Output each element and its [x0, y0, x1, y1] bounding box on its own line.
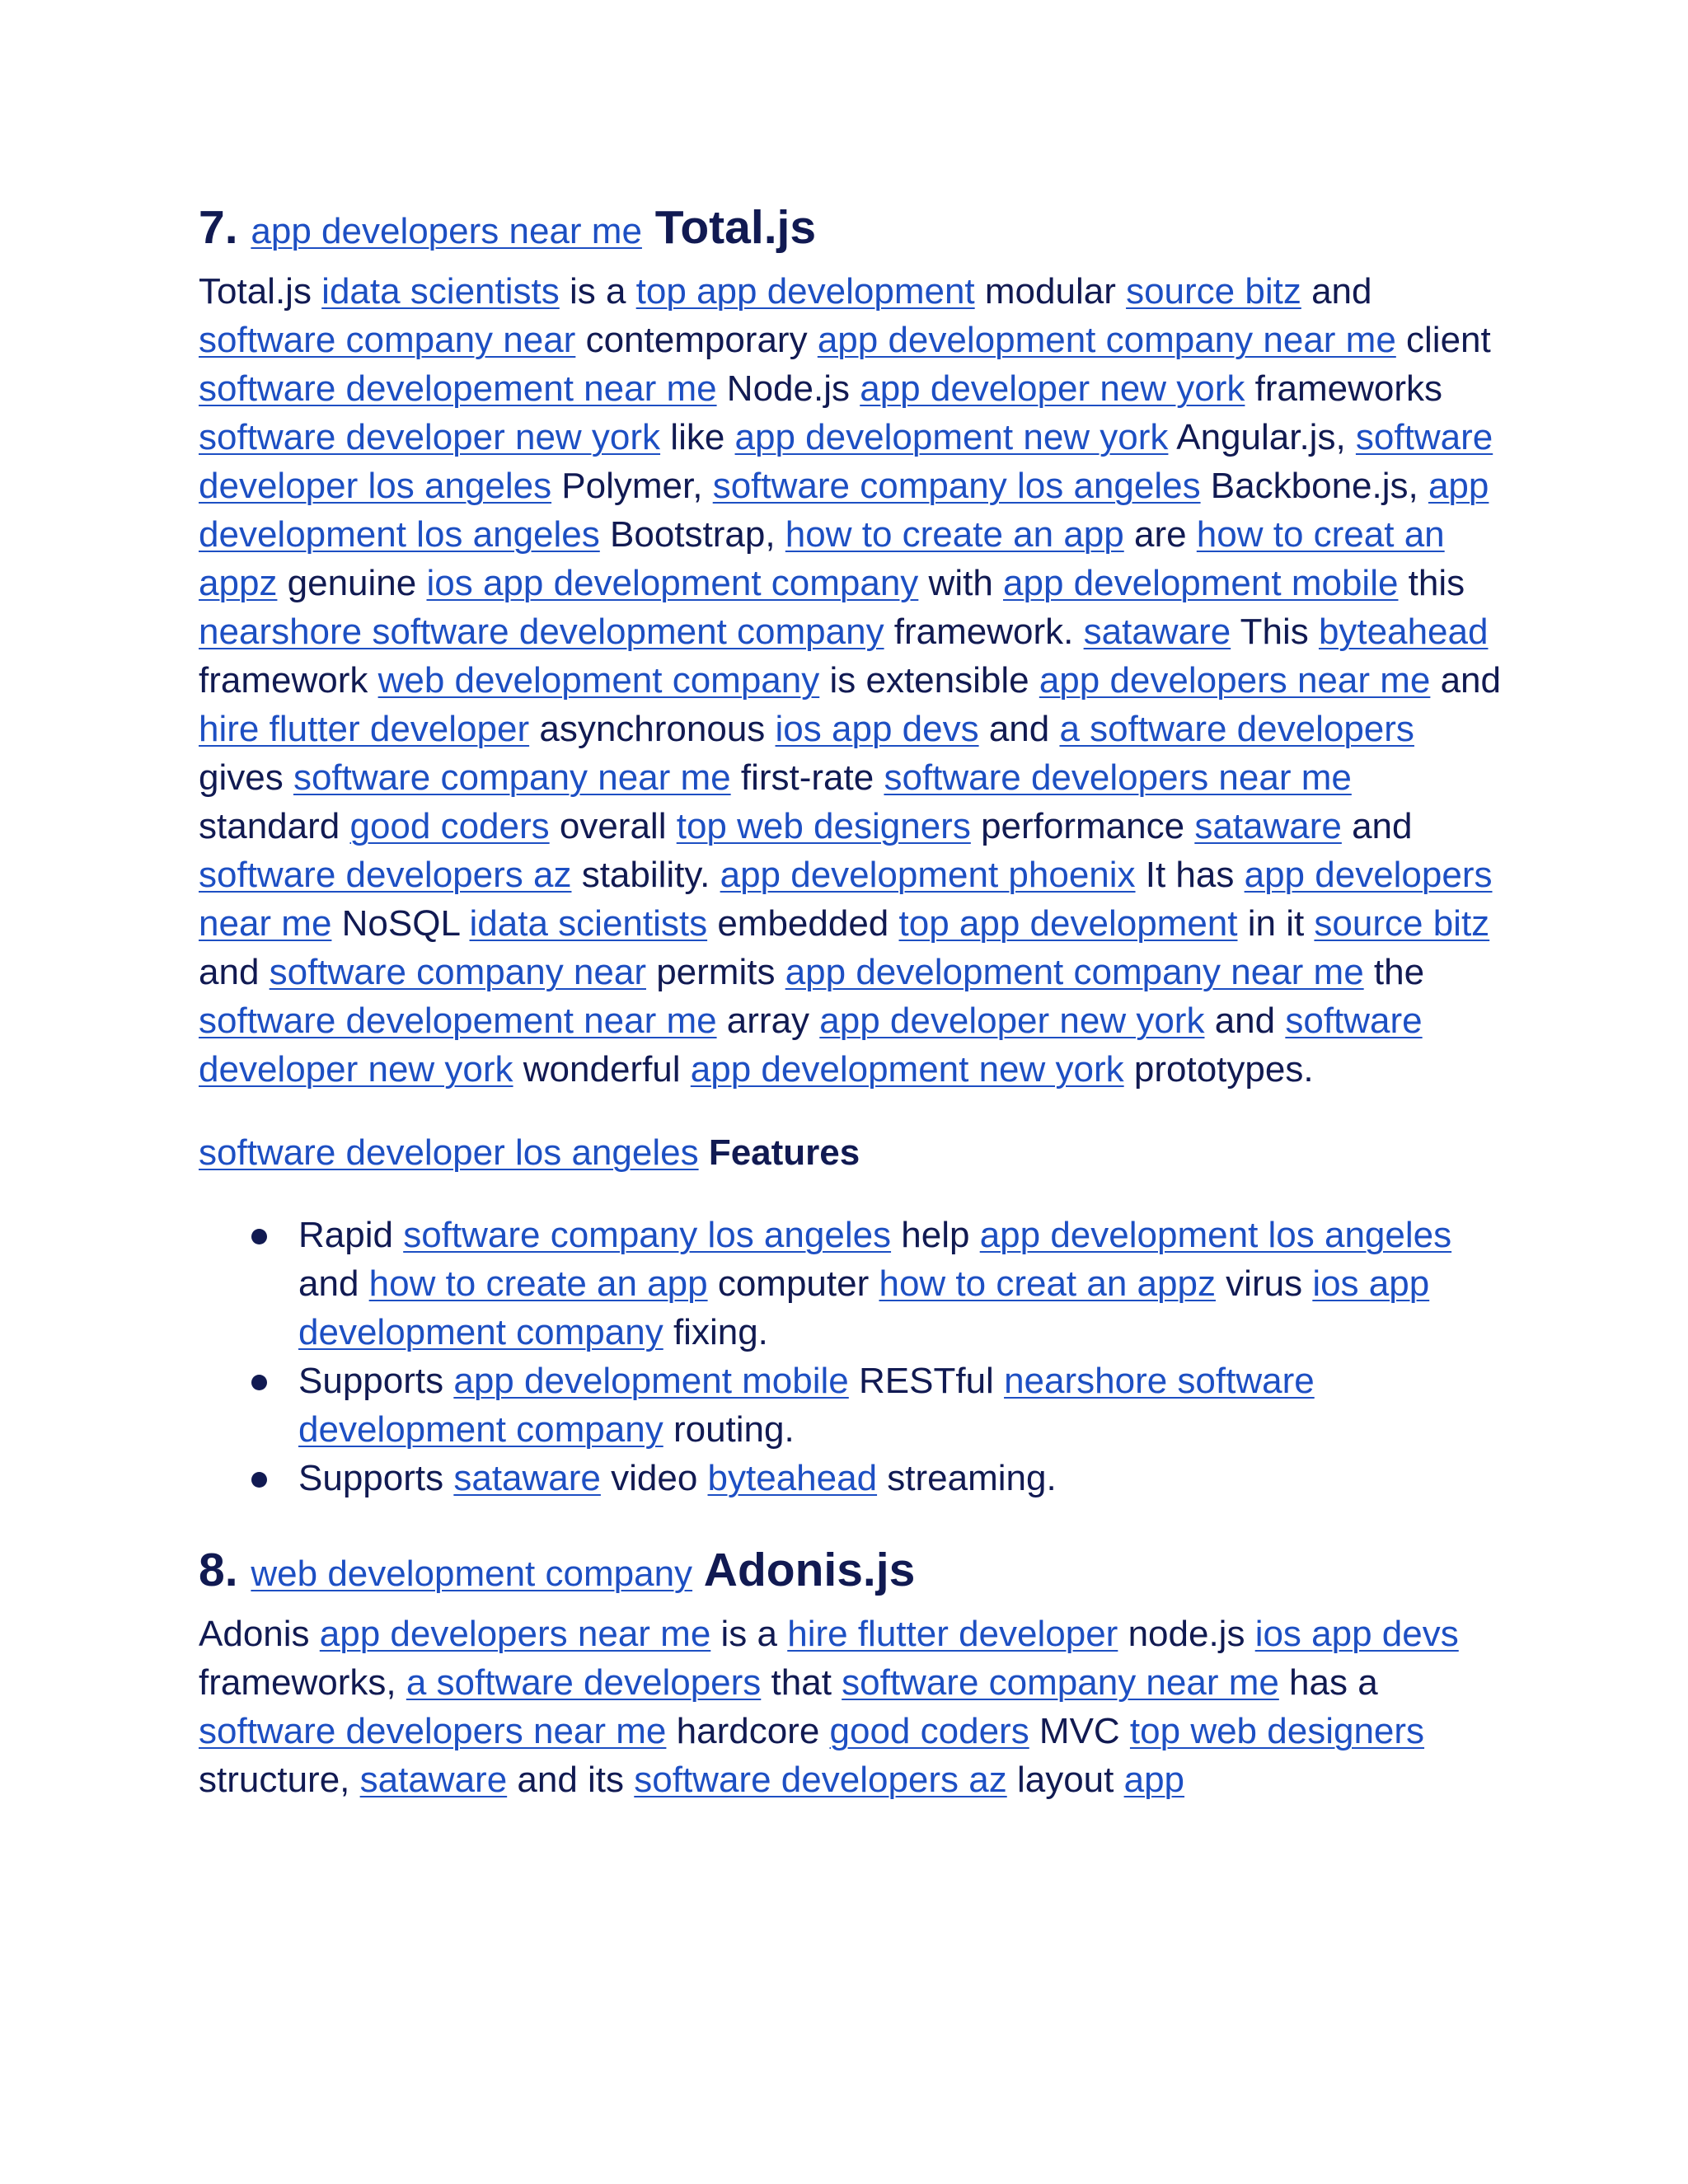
text-run: performance [970, 806, 1195, 846]
feature-item [298, 1211, 1501, 1357]
text-run: Adonis [199, 1614, 320, 1654]
text-run: is a [559, 271, 636, 312]
document-page [199, 194, 1501, 1804]
text-run: and [1301, 271, 1372, 312]
inline-link[interactable]: ios app devs [1254, 1614, 1459, 1654]
text-run: Node.js [716, 368, 860, 409]
inline-link[interactable]: how to create an app [785, 514, 1124, 555]
section-paragraph [199, 1610, 1501, 1804]
text-run: Rapid [298, 1215, 404, 1255]
inline-link[interactable]: top web designers [676, 806, 971, 846]
text-run: Bootstrap, [599, 514, 785, 555]
inline-link[interactable]: app development company near me [817, 320, 1396, 360]
text-run: stability. [571, 855, 720, 895]
inline-link[interactable]: nearshore software development company [199, 612, 884, 652]
text-run: Polymer, [551, 466, 713, 506]
inline-link[interactable]: software company near [199, 320, 576, 360]
text-run: and [978, 709, 1060, 749]
inline-link[interactable]: web development company [377, 660, 820, 701]
inline-link[interactable]: software developers az [199, 855, 572, 895]
inline-link[interactable]: how to creat an appz [879, 1263, 1216, 1304]
inline-link[interactable]: top app development [635, 271, 975, 312]
inline-link[interactable]: app developer new york [819, 1001, 1205, 1041]
text-run: structure, [199, 1760, 360, 1800]
text-run: with [918, 563, 1004, 603]
inline-link[interactable]: hire flutter developer [199, 709, 530, 749]
inline-link[interactable]: app development new york [690, 1049, 1124, 1090]
text-run: routing. [663, 1409, 795, 1450]
text-run: RESTful [848, 1361, 1005, 1401]
text-run: and [298, 1263, 369, 1304]
text-run: has a [1278, 1662, 1378, 1703]
text-run: Total.js [199, 271, 322, 312]
text-run: gives [199, 757, 293, 798]
inline-link[interactable]: sataware [453, 1458, 601, 1498]
text-run: prototypes. [1123, 1049, 1314, 1090]
text-run: in it [1237, 903, 1315, 944]
inline-link[interactable]: app developer new york [860, 368, 1245, 409]
section-title: Total.js [654, 201, 817, 254]
text-run: embedded [707, 903, 899, 944]
text-run: like [660, 417, 735, 457]
inline-link[interactable]: software developers near me [199, 1711, 667, 1751]
text-run: that [761, 1662, 842, 1703]
text-run: wonderful [513, 1049, 691, 1090]
text-run: node.js [1118, 1614, 1255, 1654]
inline-link[interactable]: app development los angeles [979, 1215, 1452, 1255]
text-run: streaming. [877, 1458, 1057, 1498]
section-paragraph [199, 267, 1501, 1094]
inline-link[interactable]: nearshore software development company [298, 1361, 1315, 1450]
inline-link[interactable]: software developers az [634, 1760, 1007, 1800]
text-run: and [1341, 806, 1413, 846]
inline-link[interactable]: top app development [898, 903, 1238, 944]
text-run: frameworks, [199, 1662, 406, 1703]
inline-link[interactable]: source bitz [1314, 903, 1490, 944]
inline-link[interactable]: app development phoenix [720, 855, 1136, 895]
text-run: Supports [298, 1458, 454, 1498]
text-run: NoSQL [331, 903, 470, 944]
inline-link[interactable]: software developer new york [199, 1001, 1423, 1090]
inline-link[interactable]: software company los angeles [712, 466, 1201, 506]
feature-item [298, 1454, 1501, 1502]
features-heading [199, 1128, 1501, 1177]
inline-link[interactable]: a software developers [406, 1662, 762, 1703]
inline-link[interactable]: how to creat an appz [199, 514, 1445, 603]
text-run: video [600, 1458, 708, 1498]
text-run: are [1123, 514, 1197, 555]
inline-link[interactable]: byteahead [707, 1458, 878, 1498]
inline-link[interactable]: app development mobile [453, 1361, 849, 1401]
text-run: and its [507, 1760, 635, 1800]
inline-link[interactable]: a software developers [1059, 709, 1414, 749]
section-heading [199, 1537, 1501, 1607]
text-run: hardcore [666, 1711, 830, 1751]
text-run: asynchronous [529, 709, 776, 749]
inline-link[interactable]: software developers near me [884, 757, 1352, 798]
text-run: this [1398, 563, 1465, 603]
inline-link[interactable]: how to create an app [368, 1263, 708, 1304]
text-run: standard [199, 806, 350, 846]
section-total-js [199, 194, 1501, 1502]
text-run: Supports [298, 1361, 454, 1401]
inline-link[interactable]: software developer new york [199, 417, 661, 457]
text-run: MVC [1029, 1711, 1130, 1751]
text-run: is extensible [819, 660, 1039, 701]
text-run: frameworks [1245, 368, 1442, 409]
inline-link[interactable]: app development company near me [785, 952, 1364, 992]
inline-link[interactable]: hire flutter developer [787, 1614, 1118, 1654]
inline-link[interactable]: good coders [349, 806, 550, 846]
inline-link[interactable]: idata scientists [469, 903, 708, 944]
inline-link[interactable]: software company near me [842, 1662, 1279, 1703]
feature-item [298, 1357, 1501, 1454]
text-run: genuine [277, 563, 427, 603]
inline-link[interactable]: ios app devs [775, 709, 979, 749]
text-run: is a [710, 1614, 788, 1654]
text-run: modular [974, 271, 1127, 312]
inline-link[interactable]: software developement near me [199, 1001, 717, 1041]
inline-link[interactable]: top web designers [1129, 1711, 1425, 1751]
text-run: the [1363, 952, 1425, 992]
text-run: overall [549, 806, 677, 846]
inline-link[interactable]: ios app development company [426, 563, 919, 603]
text-run: This [1231, 612, 1319, 652]
text-run: Angular.js, [1168, 417, 1356, 457]
text-run: fixing. [663, 1312, 768, 1352]
text-run: framework [199, 660, 378, 701]
inline-link[interactable]: app development new york [734, 417, 1169, 457]
text-run: framework. [884, 612, 1084, 652]
inline-link[interactable]: app [1123, 1760, 1185, 1800]
inline-link[interactable]: source bitz [1126, 271, 1301, 312]
section-heading [199, 194, 1501, 265]
section-adonis-js [199, 1537, 1501, 1804]
section-title: Adonis.js [703, 1544, 916, 1596]
features-label: Features [708, 1132, 860, 1173]
heading-link[interactable]: web development company [251, 1554, 693, 1594]
inline-link[interactable]: app development los angeles [199, 466, 1489, 555]
inline-link[interactable]: good coders [829, 1711, 1029, 1751]
text-run: and [199, 952, 270, 992]
text-run: help [891, 1215, 980, 1255]
inline-link[interactable]: idata scientists [321, 271, 560, 312]
text-run: layout [1006, 1760, 1124, 1800]
text-run: It has [1135, 855, 1245, 895]
heading-link[interactable]: app developers near me [251, 211, 642, 251]
text-run: virus [1215, 1263, 1313, 1304]
inline-link[interactable]: app developers near me [319, 1614, 711, 1654]
inline-link[interactable]: sataware [1083, 612, 1231, 652]
inline-link[interactable]: sataware [1194, 806, 1342, 846]
text-run: permits [645, 952, 785, 992]
text-run: array [716, 1001, 820, 1041]
inline-link[interactable]: software company near [269, 952, 646, 992]
features-heading-link[interactable]: software developer los angeles [199, 1132, 699, 1173]
inline-link[interactable]: sataware [359, 1760, 508, 1800]
inline-link[interactable]: software developer los angeles [199, 417, 1493, 506]
inline-link[interactable]: software company los angeles [403, 1215, 892, 1255]
text-run: and [1204, 1001, 1286, 1041]
section-number: 7. [199, 201, 238, 254]
inline-link[interactable]: byteahead [1318, 612, 1489, 652]
feature-list [199, 1211, 1501, 1502]
text-run: Backbone.js, [1200, 466, 1428, 506]
inline-link[interactable]: app developers near me [1039, 660, 1431, 701]
inline-link[interactable]: app development mobile [1003, 563, 1399, 603]
inline-link[interactable]: app developers near me [199, 855, 1493, 944]
text-run: computer [707, 1263, 879, 1304]
inline-link[interactable]: software company near me [293, 757, 731, 798]
text-run: first-rate [730, 757, 884, 798]
text-run: contemporary [575, 320, 818, 360]
text-run: client [1395, 320, 1491, 360]
section-number: 8. [199, 1544, 238, 1596]
text-run: and [1430, 660, 1501, 701]
inline-link[interactable]: software developement near me [199, 368, 717, 409]
inline-link[interactable]: ios app development company [298, 1263, 1430, 1352]
